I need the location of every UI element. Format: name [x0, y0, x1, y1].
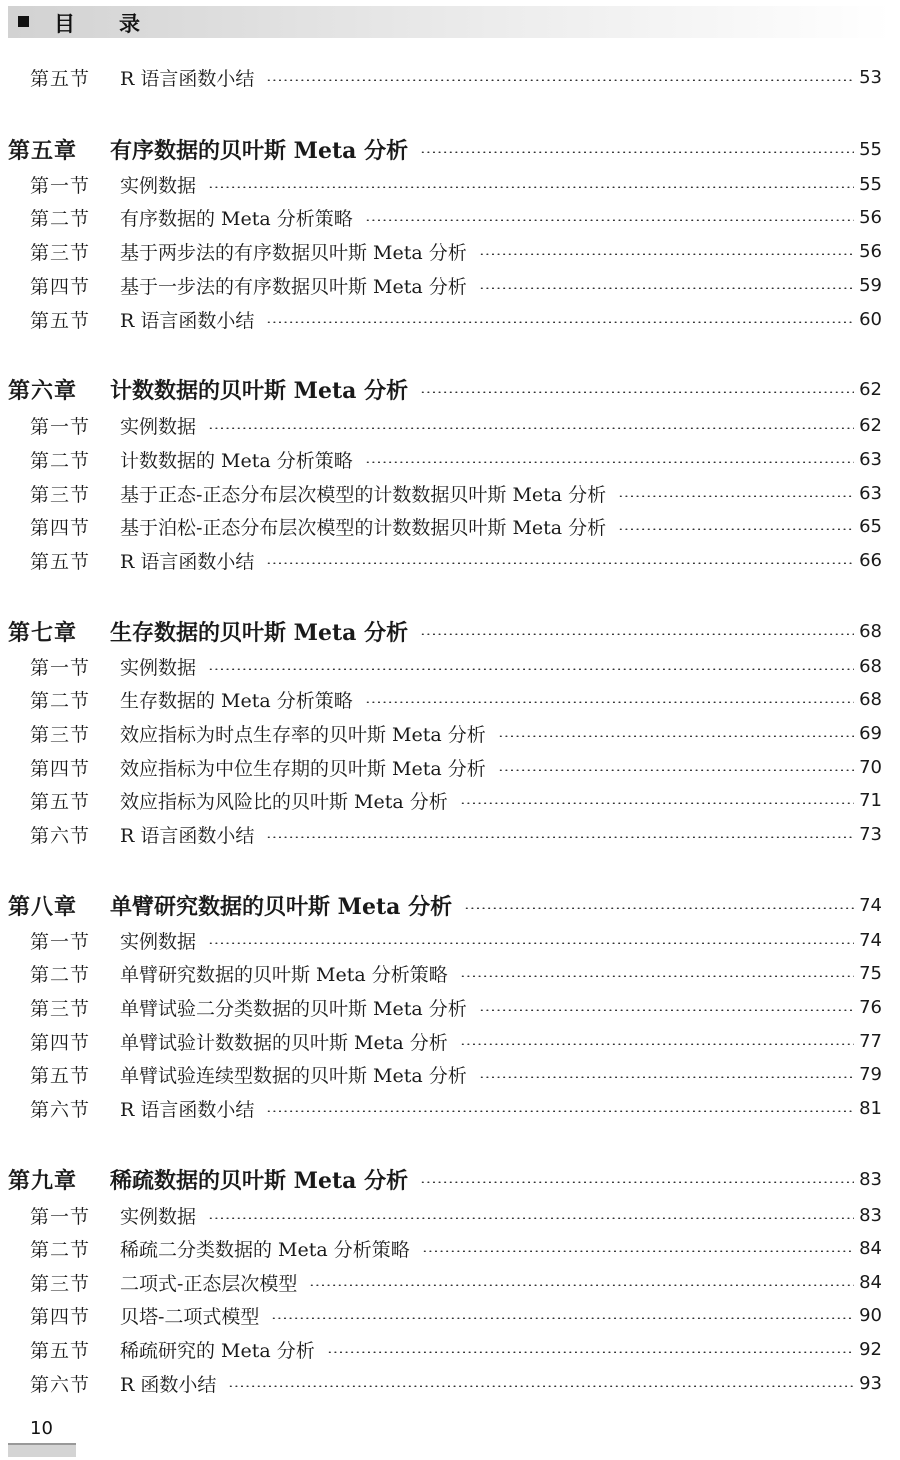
header-square-icon — [18, 16, 29, 27]
section-title: 贝塔-二项式模型 — [120, 1305, 260, 1328]
page-header — [8, 6, 892, 38]
toc-section-row[interactable] — [0, 991, 900, 1023]
dot-leader — [208, 427, 854, 429]
dot-leader — [460, 975, 854, 977]
dot-leader — [228, 1385, 854, 1387]
dot-leader — [309, 1284, 854, 1286]
section-number: 第五节 — [30, 790, 91, 813]
page-number: 77 — [859, 1030, 882, 1052]
section-title: 稀疏研究的 Meta 分析 — [120, 1339, 315, 1362]
toc-section-row[interactable] — [0, 1367, 900, 1399]
section-title: 单臂研究数据的贝叶斯 Meta 分析策略 — [120, 963, 448, 986]
page-number: 83 — [859, 1168, 882, 1190]
section-number: 第六节 — [30, 1098, 91, 1121]
section-title: R 语言函数小结 — [120, 1098, 255, 1121]
footer-page-number: 10 — [30, 1418, 53, 1439]
section-number: 第一节 — [30, 930, 91, 953]
chapter-number: 第八章 — [8, 893, 78, 920]
chapter-number: 第六章 — [8, 377, 78, 404]
dot-leader — [464, 907, 854, 909]
page-number: 62 — [859, 378, 882, 400]
section-number: 第三节 — [30, 241, 91, 264]
section-number: 第五节 — [30, 550, 91, 573]
dot-leader — [618, 528, 854, 530]
page-number: 68 — [859, 655, 882, 677]
section-number: 第三节 — [30, 723, 91, 746]
chapter-title: 稀疏数据的贝叶斯 Meta 分析 — [110, 1167, 409, 1194]
section-title: 单臂试验二分类数据的贝叶斯 Meta 分析 — [120, 997, 467, 1020]
toc-section-row[interactable] — [0, 510, 900, 542]
toc-section-row[interactable] — [0, 650, 900, 682]
toc-section-row[interactable] — [0, 717, 900, 749]
toc-section-row[interactable] — [0, 409, 900, 441]
dot-leader — [208, 668, 854, 670]
dot-leader — [479, 1076, 854, 1078]
toc-section-row[interactable] — [0, 1333, 900, 1365]
section-number: 第四节 — [30, 275, 91, 298]
section-title: 单臂试验连续型数据的贝叶斯 Meta 分析 — [120, 1064, 467, 1087]
toc-section-row[interactable] — [0, 477, 900, 509]
section-number: 第一节 — [30, 1205, 91, 1228]
section-number: 第一节 — [30, 415, 91, 438]
page-number: 81 — [859, 1097, 882, 1119]
dot-leader — [420, 151, 854, 153]
toc-section-row[interactable] — [0, 443, 900, 475]
dot-leader — [271, 1317, 854, 1319]
dot-leader — [460, 1043, 854, 1045]
section-number: 第一节 — [30, 656, 91, 679]
toc-section-row[interactable] — [0, 201, 900, 233]
toc-section-row[interactable] — [0, 683, 900, 715]
section-title: 实例数据 — [120, 415, 197, 438]
page-number: 79 — [859, 1063, 882, 1085]
page-number: 90 — [859, 1304, 882, 1326]
section-title: 基于两步法的有序数据贝叶斯 Meta 分析 — [120, 241, 467, 264]
toc-section-row[interactable] — [0, 269, 900, 301]
toc-chapter-row[interactable] — [0, 889, 900, 921]
section-title: 有序数据的 Meta 分析策略 — [120, 207, 353, 230]
page-number: 63 — [859, 448, 882, 470]
section-title: 基于一步法的有序数据贝叶斯 Meta 分析 — [120, 275, 467, 298]
section-title: R 语言函数小结 — [120, 824, 255, 847]
dot-leader — [365, 701, 854, 703]
page-number: 66 — [859, 549, 882, 571]
section-title: R 语言函数小结 — [120, 550, 255, 573]
page-number: 73 — [859, 823, 882, 845]
dot-leader — [422, 1250, 854, 1252]
section-title: 效应指标为时点生存率的贝叶斯 Meta 分析 — [120, 723, 486, 746]
toc-section-row[interactable] — [0, 1092, 900, 1124]
section-title: 二项式-正态层次模型 — [120, 1272, 298, 1295]
header-title: 目录 — [54, 12, 184, 36]
page-number: 56 — [859, 206, 882, 228]
section-number: 第三节 — [30, 997, 91, 1020]
dot-leader — [618, 495, 854, 497]
page-number: 63 — [859, 482, 882, 504]
page-number: 84 — [859, 1237, 882, 1259]
section-title: 实例数据 — [120, 174, 197, 197]
dot-leader — [266, 79, 854, 81]
page-number: 68 — [859, 688, 882, 710]
section-number: 第五节 — [30, 1339, 91, 1362]
dot-leader — [420, 1181, 854, 1183]
dot-leader — [266, 562, 854, 564]
dot-leader — [208, 1217, 854, 1219]
dot-leader — [266, 1110, 854, 1112]
dot-leader — [420, 633, 854, 635]
section-title: R 函数小结 — [120, 1373, 217, 1396]
toc-section-row[interactable] — [0, 235, 900, 267]
page-number: 65 — [859, 515, 882, 537]
page-number: 68 — [859, 620, 882, 642]
toc-section-row[interactable] — [0, 1232, 900, 1264]
page-number: 55 — [859, 138, 882, 160]
section-title: 基于泊松-正态分布层次模型的计数数据贝叶斯 Meta 分析 — [120, 516, 607, 539]
section-number: 第五节 — [30, 1064, 91, 1087]
toc-section-row[interactable] — [0, 1266, 900, 1298]
page-number: 74 — [859, 929, 882, 951]
section-number: 第五节 — [30, 309, 91, 332]
chapter-title: 生存数据的贝叶斯 Meta 分析 — [110, 619, 409, 646]
toc-section-row[interactable] — [0, 544, 900, 576]
toc-section-row[interactable] — [0, 303, 900, 335]
page-number: 92 — [859, 1338, 882, 1360]
chapter-title: 有序数据的贝叶斯 Meta 分析 — [110, 137, 409, 164]
section-title: R 语言函数小结 — [120, 67, 255, 90]
toc-section-row[interactable] — [0, 1058, 900, 1090]
toc-section-row[interactable] — [0, 924, 900, 956]
page-number: 69 — [859, 722, 882, 744]
toc-section-row[interactable] — [0, 168, 900, 200]
dot-leader — [365, 461, 854, 463]
section-number: 第二节 — [30, 449, 91, 472]
page-number: 55 — [859, 173, 882, 195]
section-number: 第二节 — [30, 207, 91, 230]
toc-chapter-row[interactable] — [0, 373, 900, 405]
dot-leader — [460, 802, 854, 804]
section-title: 单臂试验计数数据的贝叶斯 Meta 分析 — [120, 1031, 448, 1054]
dot-leader — [365, 219, 854, 221]
section-number: 第六节 — [30, 1373, 91, 1396]
toc-section-row[interactable] — [0, 61, 900, 93]
dot-leader — [479, 253, 854, 255]
page-number: 60 — [859, 308, 882, 330]
chapter-title: 计数数据的贝叶斯 Meta 分析 — [110, 377, 409, 404]
toc-section-row[interactable] — [0, 784, 900, 816]
section-title: R 语言函数小结 — [120, 309, 255, 332]
section-number: 第三节 — [30, 483, 91, 506]
section-number: 第六节 — [30, 824, 91, 847]
section-title: 实例数据 — [120, 656, 197, 679]
section-number: 第二节 — [30, 963, 91, 986]
toc-section-row[interactable] — [0, 1199, 900, 1231]
toc-section-row[interactable] — [0, 751, 900, 783]
page-number: 53 — [859, 66, 882, 88]
section-number: 第四节 — [30, 1305, 91, 1328]
page-number: 76 — [859, 996, 882, 1018]
section-number: 第三节 — [30, 1272, 91, 1295]
toc-chapter-row[interactable] — [0, 615, 900, 647]
section-title: 实例数据 — [120, 1205, 197, 1228]
page-number: 74 — [859, 894, 882, 916]
page-number: 71 — [859, 789, 882, 811]
dot-leader — [208, 942, 854, 944]
dot-leader — [266, 321, 854, 323]
toc-section-row[interactable] — [0, 957, 900, 989]
toc-section-row[interactable] — [0, 1025, 900, 1057]
toc-chapter-row[interactable] — [0, 133, 900, 165]
section-number: 第五节 — [30, 67, 91, 90]
dot-leader — [479, 1009, 854, 1011]
section-title: 效应指标为中位生存期的贝叶斯 Meta 分析 — [120, 757, 486, 780]
section-title: 稀疏二分类数据的 Meta 分析策略 — [120, 1238, 410, 1261]
section-title: 实例数据 — [120, 930, 197, 953]
page-number: 84 — [859, 1271, 882, 1293]
section-title: 基于正态-正态分布层次模型的计数数据贝叶斯 Meta 分析 — [120, 483, 607, 506]
section-title: 效应指标为风险比的贝叶斯 Meta 分析 — [120, 790, 448, 813]
page-number: 83 — [859, 1204, 882, 1226]
section-title: 生存数据的 Meta 分析策略 — [120, 689, 353, 712]
section-number: 第四节 — [30, 516, 91, 539]
dot-leader — [498, 735, 854, 737]
section-number: 第一节 — [30, 174, 91, 197]
toc-section-row[interactable] — [0, 818, 900, 850]
section-title: 计数数据的 Meta 分析策略 — [120, 449, 353, 472]
section-number: 第四节 — [30, 1031, 91, 1054]
chapter-title: 单臂研究数据的贝叶斯 Meta 分析 — [110, 893, 453, 920]
section-number: 第四节 — [30, 757, 91, 780]
section-number: 第二节 — [30, 1238, 91, 1261]
page-number: 62 — [859, 414, 882, 436]
page-number: 93 — [859, 1372, 882, 1394]
dot-leader — [420, 391, 854, 393]
page-number: 59 — [859, 274, 882, 296]
footer-bar — [8, 1443, 76, 1457]
toc-section-row[interactable] — [0, 1299, 900, 1331]
chapter-number: 第九章 — [8, 1167, 78, 1194]
page-number: 75 — [859, 962, 882, 984]
dot-leader — [266, 836, 854, 838]
page-number: 56 — [859, 240, 882, 262]
chapter-number: 第七章 — [8, 619, 78, 646]
dot-leader — [479, 287, 854, 289]
dot-leader — [208, 186, 854, 188]
chapter-number: 第五章 — [8, 137, 78, 164]
section-number: 第二节 — [30, 689, 91, 712]
toc-chapter-row[interactable] — [0, 1163, 900, 1195]
page-number: 70 — [859, 756, 882, 778]
dot-leader — [498, 769, 854, 771]
dot-leader — [327, 1351, 854, 1353]
